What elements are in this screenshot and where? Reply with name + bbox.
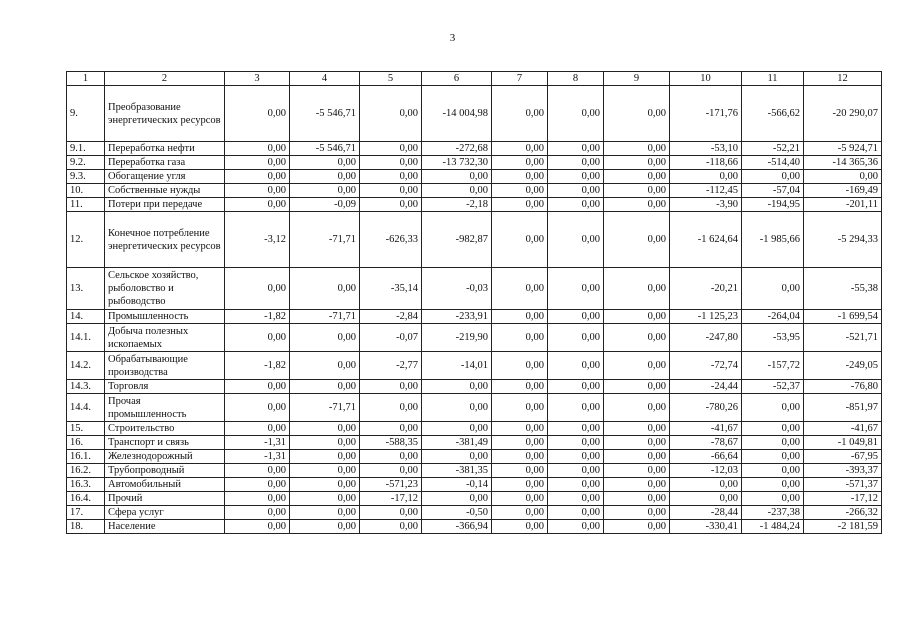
table-cell: 0,00 (548, 506, 604, 520)
table-cell: 0,00 (290, 324, 360, 352)
table-cell: -67,95 (804, 450, 882, 464)
row-label: Обрабатывающие производства (105, 352, 225, 380)
table-cell: 0,00 (548, 380, 604, 394)
row-label: Транспорт и связь (105, 436, 225, 450)
row-number: 12. (67, 212, 105, 268)
table-row (67, 380, 882, 394)
table-cell: 0,00 (548, 352, 604, 380)
table-cell: -53,95 (742, 324, 804, 352)
energy-balance-table (66, 71, 882, 534)
table-cell: -3,12 (225, 212, 290, 268)
table-cell: -381,49 (422, 436, 492, 450)
table-cell: 0,00 (548, 436, 604, 450)
row-number: 13. (67, 268, 105, 310)
table-cell: -1 049,81 (804, 436, 882, 450)
table-cell: 0,00 (670, 492, 742, 506)
table-cell: 0,00 (604, 450, 670, 464)
table-cell: -0,09 (290, 198, 360, 212)
table-cell: -0,03 (422, 268, 492, 310)
table-row (67, 520, 882, 534)
table-cell: -1,82 (225, 352, 290, 380)
row-number: 18. (67, 520, 105, 534)
row-number: 9.2. (67, 156, 105, 170)
table-cell: -237,38 (742, 506, 804, 520)
table-cell: 0,00 (742, 436, 804, 450)
table-cell: -330,41 (670, 520, 742, 534)
row-number: 10. (67, 184, 105, 198)
table-row (67, 352, 882, 380)
table-cell: 0,00 (290, 520, 360, 534)
table-row (67, 506, 882, 520)
page-number: 3 (449, 32, 456, 44)
table-cell: -201,11 (804, 198, 882, 212)
table-row (67, 198, 882, 212)
table-cell: 0,00 (492, 184, 548, 198)
table-row (67, 212, 882, 268)
row-number: 15. (67, 422, 105, 436)
table-cell: 0,00 (225, 198, 290, 212)
table-cell: 0,00 (422, 170, 492, 184)
table-cell: 0,00 (604, 86, 670, 142)
table-cell: -169,49 (804, 184, 882, 198)
table-cell: -1 624,64 (670, 212, 742, 268)
table-cell: 0,00 (422, 450, 492, 464)
table-cell: 0,00 (604, 492, 670, 506)
table-row (67, 142, 882, 156)
row-number: 17. (67, 506, 105, 520)
table-cell: -0,14 (422, 478, 492, 492)
table-cell: 0,00 (225, 422, 290, 436)
table-cell: 0,00 (290, 478, 360, 492)
table-cell: 0,00 (360, 450, 422, 464)
table-cell: 0,00 (548, 212, 604, 268)
table-cell: 0,00 (604, 464, 670, 478)
column-header: 4 (290, 72, 360, 86)
table-cell: 0,00 (422, 184, 492, 198)
table-cell: 0,00 (604, 268, 670, 310)
column-header: 1 (67, 72, 105, 86)
table-cell: -71,71 (290, 310, 360, 324)
table-cell: -13 732,30 (422, 156, 492, 170)
table-cell: 0,00 (670, 170, 742, 184)
table-cell: 0,00 (225, 506, 290, 520)
table-cell: 0,00 (548, 310, 604, 324)
table-cell: -264,04 (742, 310, 804, 324)
table-cell: -20,21 (670, 268, 742, 310)
table-row (67, 184, 882, 198)
table-cell: -17,12 (804, 492, 882, 506)
table-cell: 0,00 (422, 380, 492, 394)
table-cell: 0,00 (604, 422, 670, 436)
table-cell: 0,00 (548, 492, 604, 506)
table-cell: -626,33 (360, 212, 422, 268)
table-cell: -1 985,66 (742, 212, 804, 268)
table-cell: -14 004,98 (422, 86, 492, 142)
row-label: Собственные нужды (105, 184, 225, 198)
table-cell: 0,00 (742, 464, 804, 478)
table-cell: 0,00 (360, 184, 422, 198)
table-cell: -588,35 (360, 436, 422, 450)
table-cell: -194,95 (742, 198, 804, 212)
row-label: Промышленность (105, 310, 225, 324)
table-cell: 0,00 (548, 422, 604, 436)
row-label: Сельское хозяйство, рыболовство и рыбоводство (105, 268, 225, 310)
table-cell: 0,00 (290, 464, 360, 478)
row-number: 14.1. (67, 324, 105, 352)
table-cell: -1,82 (225, 310, 290, 324)
table-cell: 0,00 (604, 436, 670, 450)
table-cell: -28,44 (670, 506, 742, 520)
table-cell: -2,18 (422, 198, 492, 212)
table-cell: -57,04 (742, 184, 804, 198)
table-row (67, 436, 882, 450)
table-cell: -76,80 (804, 380, 882, 394)
table-cell: -1 125,23 (670, 310, 742, 324)
table-cell: 0,00 (492, 268, 548, 310)
table-cell: 0,00 (290, 436, 360, 450)
table-cell: 0,00 (225, 184, 290, 198)
column-header: 10 (670, 72, 742, 86)
row-label: Сфера услуг (105, 506, 225, 520)
table-cell: -35,14 (360, 268, 422, 310)
table-cell: 0,00 (290, 506, 360, 520)
table-cell: -266,32 (804, 506, 882, 520)
table-cell: -249,05 (804, 352, 882, 380)
table-cell: 0,00 (548, 86, 604, 142)
table-row (67, 450, 882, 464)
table-cell: 0,00 (492, 198, 548, 212)
row-label: Прочий (105, 492, 225, 506)
table-cell: 0,00 (604, 506, 670, 520)
table-cell: -52,21 (742, 142, 804, 156)
row-label: Прочая промышленность (105, 394, 225, 422)
table-cell: -521,71 (804, 324, 882, 352)
table-cell: 0,00 (670, 478, 742, 492)
table-cell: 0,00 (604, 478, 670, 492)
table-cell: 0,00 (290, 268, 360, 310)
table-cell: -171,76 (670, 86, 742, 142)
table-header-row (67, 72, 882, 86)
table-cell: 0,00 (742, 422, 804, 436)
table-cell: -1,31 (225, 450, 290, 464)
table-cell: 0,00 (604, 394, 670, 422)
table-cell: 0,00 (604, 520, 670, 534)
table-cell: 0,00 (548, 394, 604, 422)
table-cell: 0,00 (360, 520, 422, 534)
table-cell: -24,44 (670, 380, 742, 394)
table-cell: 0,00 (360, 156, 422, 170)
table-cell: -514,40 (742, 156, 804, 170)
table-cell: -118,66 (670, 156, 742, 170)
table-cell: 0,00 (492, 86, 548, 142)
table-cell: -112,45 (670, 184, 742, 198)
table-cell: 0,00 (548, 198, 604, 212)
table-cell: 0,00 (492, 170, 548, 184)
table-cell: -71,71 (290, 394, 360, 422)
table-cell: -1 484,24 (742, 520, 804, 534)
table-cell: 0,00 (492, 478, 548, 492)
table-cell: -66,64 (670, 450, 742, 464)
table-cell: 0,00 (804, 170, 882, 184)
row-label: Автомобильный (105, 478, 225, 492)
table-row (67, 310, 882, 324)
table-cell: 0,00 (492, 324, 548, 352)
row-number: 16.3. (67, 478, 105, 492)
table-cell: -20 290,07 (804, 86, 882, 142)
table-row (67, 86, 882, 142)
table-cell: -55,38 (804, 268, 882, 310)
table-cell: -0,07 (360, 324, 422, 352)
table-cell: 0,00 (742, 450, 804, 464)
table-cell: 0,00 (225, 86, 290, 142)
table-cell: 0,00 (604, 212, 670, 268)
row-label: Переработка газа (105, 156, 225, 170)
table-cell: 0,00 (225, 268, 290, 310)
table-cell: 0,00 (742, 394, 804, 422)
table-cell: 0,00 (290, 170, 360, 184)
table-cell: 0,00 (360, 464, 422, 478)
row-label: Строительство (105, 422, 225, 436)
table-cell: 0,00 (604, 380, 670, 394)
table-cell: 0,00 (290, 422, 360, 436)
column-header: 2 (105, 72, 225, 86)
table-cell: -2 181,59 (804, 520, 882, 534)
table-cell: -272,68 (422, 142, 492, 156)
table-cell: -219,90 (422, 324, 492, 352)
table-cell: 0,00 (422, 422, 492, 436)
table-cell: 0,00 (548, 142, 604, 156)
column-header: 9 (604, 72, 670, 86)
table-cell: 0,00 (225, 380, 290, 394)
row-label: Потери при передаче (105, 198, 225, 212)
table-cell: 0,00 (290, 352, 360, 380)
table-cell: 0,00 (492, 422, 548, 436)
table-cell: 0,00 (492, 464, 548, 478)
row-label: Преобразование энергетических ресурсов (105, 86, 225, 142)
row-number: 16.4. (67, 492, 105, 506)
column-header: 5 (360, 72, 422, 86)
table-cell: -2,84 (360, 310, 422, 324)
table-cell: -5 294,33 (804, 212, 882, 268)
table-cell: 0,00 (360, 198, 422, 212)
table-cell: 0,00 (548, 464, 604, 478)
table-cell: 0,00 (548, 170, 604, 184)
table-cell: -71,71 (290, 212, 360, 268)
row-number: 14.2. (67, 352, 105, 380)
table-cell: 0,00 (290, 380, 360, 394)
table-cell: 0,00 (225, 170, 290, 184)
table-cell: -12,03 (670, 464, 742, 478)
row-label: Переработка нефти (105, 142, 225, 156)
table-cell: -5 924,71 (804, 142, 882, 156)
table-cell: -571,23 (360, 478, 422, 492)
row-number: 16.1. (67, 450, 105, 464)
table-cell: -247,80 (670, 324, 742, 352)
table-cell: 0,00 (548, 520, 604, 534)
table-cell: 0,00 (604, 310, 670, 324)
table-cell: -982,87 (422, 212, 492, 268)
table-cell: 0,00 (742, 492, 804, 506)
table-cell: 0,00 (492, 156, 548, 170)
row-number: 9. (67, 86, 105, 142)
table-cell: 0,00 (548, 156, 604, 170)
table-cell: 0,00 (604, 170, 670, 184)
table-cell: 0,00 (604, 198, 670, 212)
table-cell: -571,37 (804, 478, 882, 492)
table-cell: 0,00 (548, 324, 604, 352)
table-cell: 0,00 (604, 142, 670, 156)
row-label: Добыча полезных ископаемых (105, 324, 225, 352)
row-number: 14.3. (67, 380, 105, 394)
column-header: 3 (225, 72, 290, 86)
column-header: 7 (492, 72, 548, 86)
table-cell: 0,00 (225, 394, 290, 422)
table-cell: 0,00 (604, 184, 670, 198)
table-body (67, 86, 882, 534)
table-row (67, 478, 882, 492)
table-cell: 0,00 (422, 492, 492, 506)
row-label: Обогащение угля (105, 170, 225, 184)
table-cell: -566,62 (742, 86, 804, 142)
table-cell: 0,00 (492, 520, 548, 534)
table-cell: -5 546,71 (290, 142, 360, 156)
table-cell: 0,00 (492, 380, 548, 394)
column-header: 8 (548, 72, 604, 86)
table-cell: 0,00 (492, 506, 548, 520)
table-cell: 0,00 (742, 268, 804, 310)
table-cell: 0,00 (290, 184, 360, 198)
table-cell: 0,00 (225, 464, 290, 478)
table-cell: 0,00 (225, 520, 290, 534)
table-cell: 0,00 (360, 506, 422, 520)
table-cell: -14,01 (422, 352, 492, 380)
table-cell: -1 699,54 (804, 310, 882, 324)
row-label: Конечное потребление энергетических ресурсов (105, 212, 225, 268)
row-number: 14.4. (67, 394, 105, 422)
table-cell: 0,00 (548, 478, 604, 492)
table-cell: 0,00 (548, 268, 604, 310)
table-cell: -78,67 (670, 436, 742, 450)
table-row (67, 394, 882, 422)
table-cell: 0,00 (360, 380, 422, 394)
table-cell: 0,00 (290, 156, 360, 170)
table-cell: 0,00 (604, 352, 670, 380)
table-row (67, 492, 882, 506)
table-cell: 0,00 (492, 492, 548, 506)
table-cell: 0,00 (360, 142, 422, 156)
table-row (67, 170, 882, 184)
table-row (67, 464, 882, 478)
table-cell: 0,00 (604, 324, 670, 352)
table-cell: 0,00 (548, 450, 604, 464)
table-cell: 0,00 (360, 86, 422, 142)
table-cell: -5 546,71 (290, 86, 360, 142)
table-cell: -366,94 (422, 520, 492, 534)
table-cell: -851,97 (804, 394, 882, 422)
table-cell: -72,74 (670, 352, 742, 380)
table-cell: -52,37 (742, 380, 804, 394)
table-cell: 0,00 (225, 142, 290, 156)
table-cell: 0,00 (225, 492, 290, 506)
table-cell: -17,12 (360, 492, 422, 506)
table-cell: 0,00 (742, 478, 804, 492)
table-cell: 0,00 (290, 450, 360, 464)
row-number: 16.2. (67, 464, 105, 478)
table-cell: -14 365,36 (804, 156, 882, 170)
table-cell: -780,26 (670, 394, 742, 422)
table-cell: 0,00 (604, 156, 670, 170)
table-row (67, 324, 882, 352)
table-cell: -157,72 (742, 352, 804, 380)
table-row (67, 268, 882, 310)
table-cell: -233,91 (422, 310, 492, 324)
row-number: 16. (67, 436, 105, 450)
table-cell: 0,00 (548, 184, 604, 198)
row-label: Торговля (105, 380, 225, 394)
table-cell: 0,00 (492, 436, 548, 450)
table-cell: 0,00 (225, 478, 290, 492)
row-number: 14. (67, 310, 105, 324)
row-label: Железнодорожный (105, 450, 225, 464)
table-cell: -3,90 (670, 198, 742, 212)
column-header: 11 (742, 72, 804, 86)
table-cell: 0,00 (492, 142, 548, 156)
row-label: Население (105, 520, 225, 534)
table-cell: 0,00 (225, 156, 290, 170)
table-cell: -1,31 (225, 436, 290, 450)
table-cell: 0,00 (492, 394, 548, 422)
table-cell: 0,00 (422, 394, 492, 422)
table-row (67, 156, 882, 170)
row-number: 9.1. (67, 142, 105, 156)
table-cell: 0,00 (492, 212, 548, 268)
table-cell: 0,00 (360, 394, 422, 422)
table-cell: 0,00 (360, 422, 422, 436)
table-cell: 0,00 (290, 492, 360, 506)
table-row (67, 422, 882, 436)
table-cell: 0,00 (492, 450, 548, 464)
table-cell: 0,00 (360, 170, 422, 184)
table-cell: -53,10 (670, 142, 742, 156)
table-cell: -41,67 (804, 422, 882, 436)
row-number: 11. (67, 198, 105, 212)
column-header: 12 (804, 72, 882, 86)
table-cell: 0,00 (492, 352, 548, 380)
table-cell: 0,00 (225, 324, 290, 352)
row-label: Трубопроводный (105, 464, 225, 478)
row-number: 9.3. (67, 170, 105, 184)
table-cell: -393,37 (804, 464, 882, 478)
table-cell: -2,77 (360, 352, 422, 380)
table-cell: 0,00 (742, 170, 804, 184)
table-cell: -381,35 (422, 464, 492, 478)
column-header: 6 (422, 72, 492, 86)
table-cell: 0,00 (492, 310, 548, 324)
table-cell: -0,50 (422, 506, 492, 520)
table-cell: -41,67 (670, 422, 742, 436)
